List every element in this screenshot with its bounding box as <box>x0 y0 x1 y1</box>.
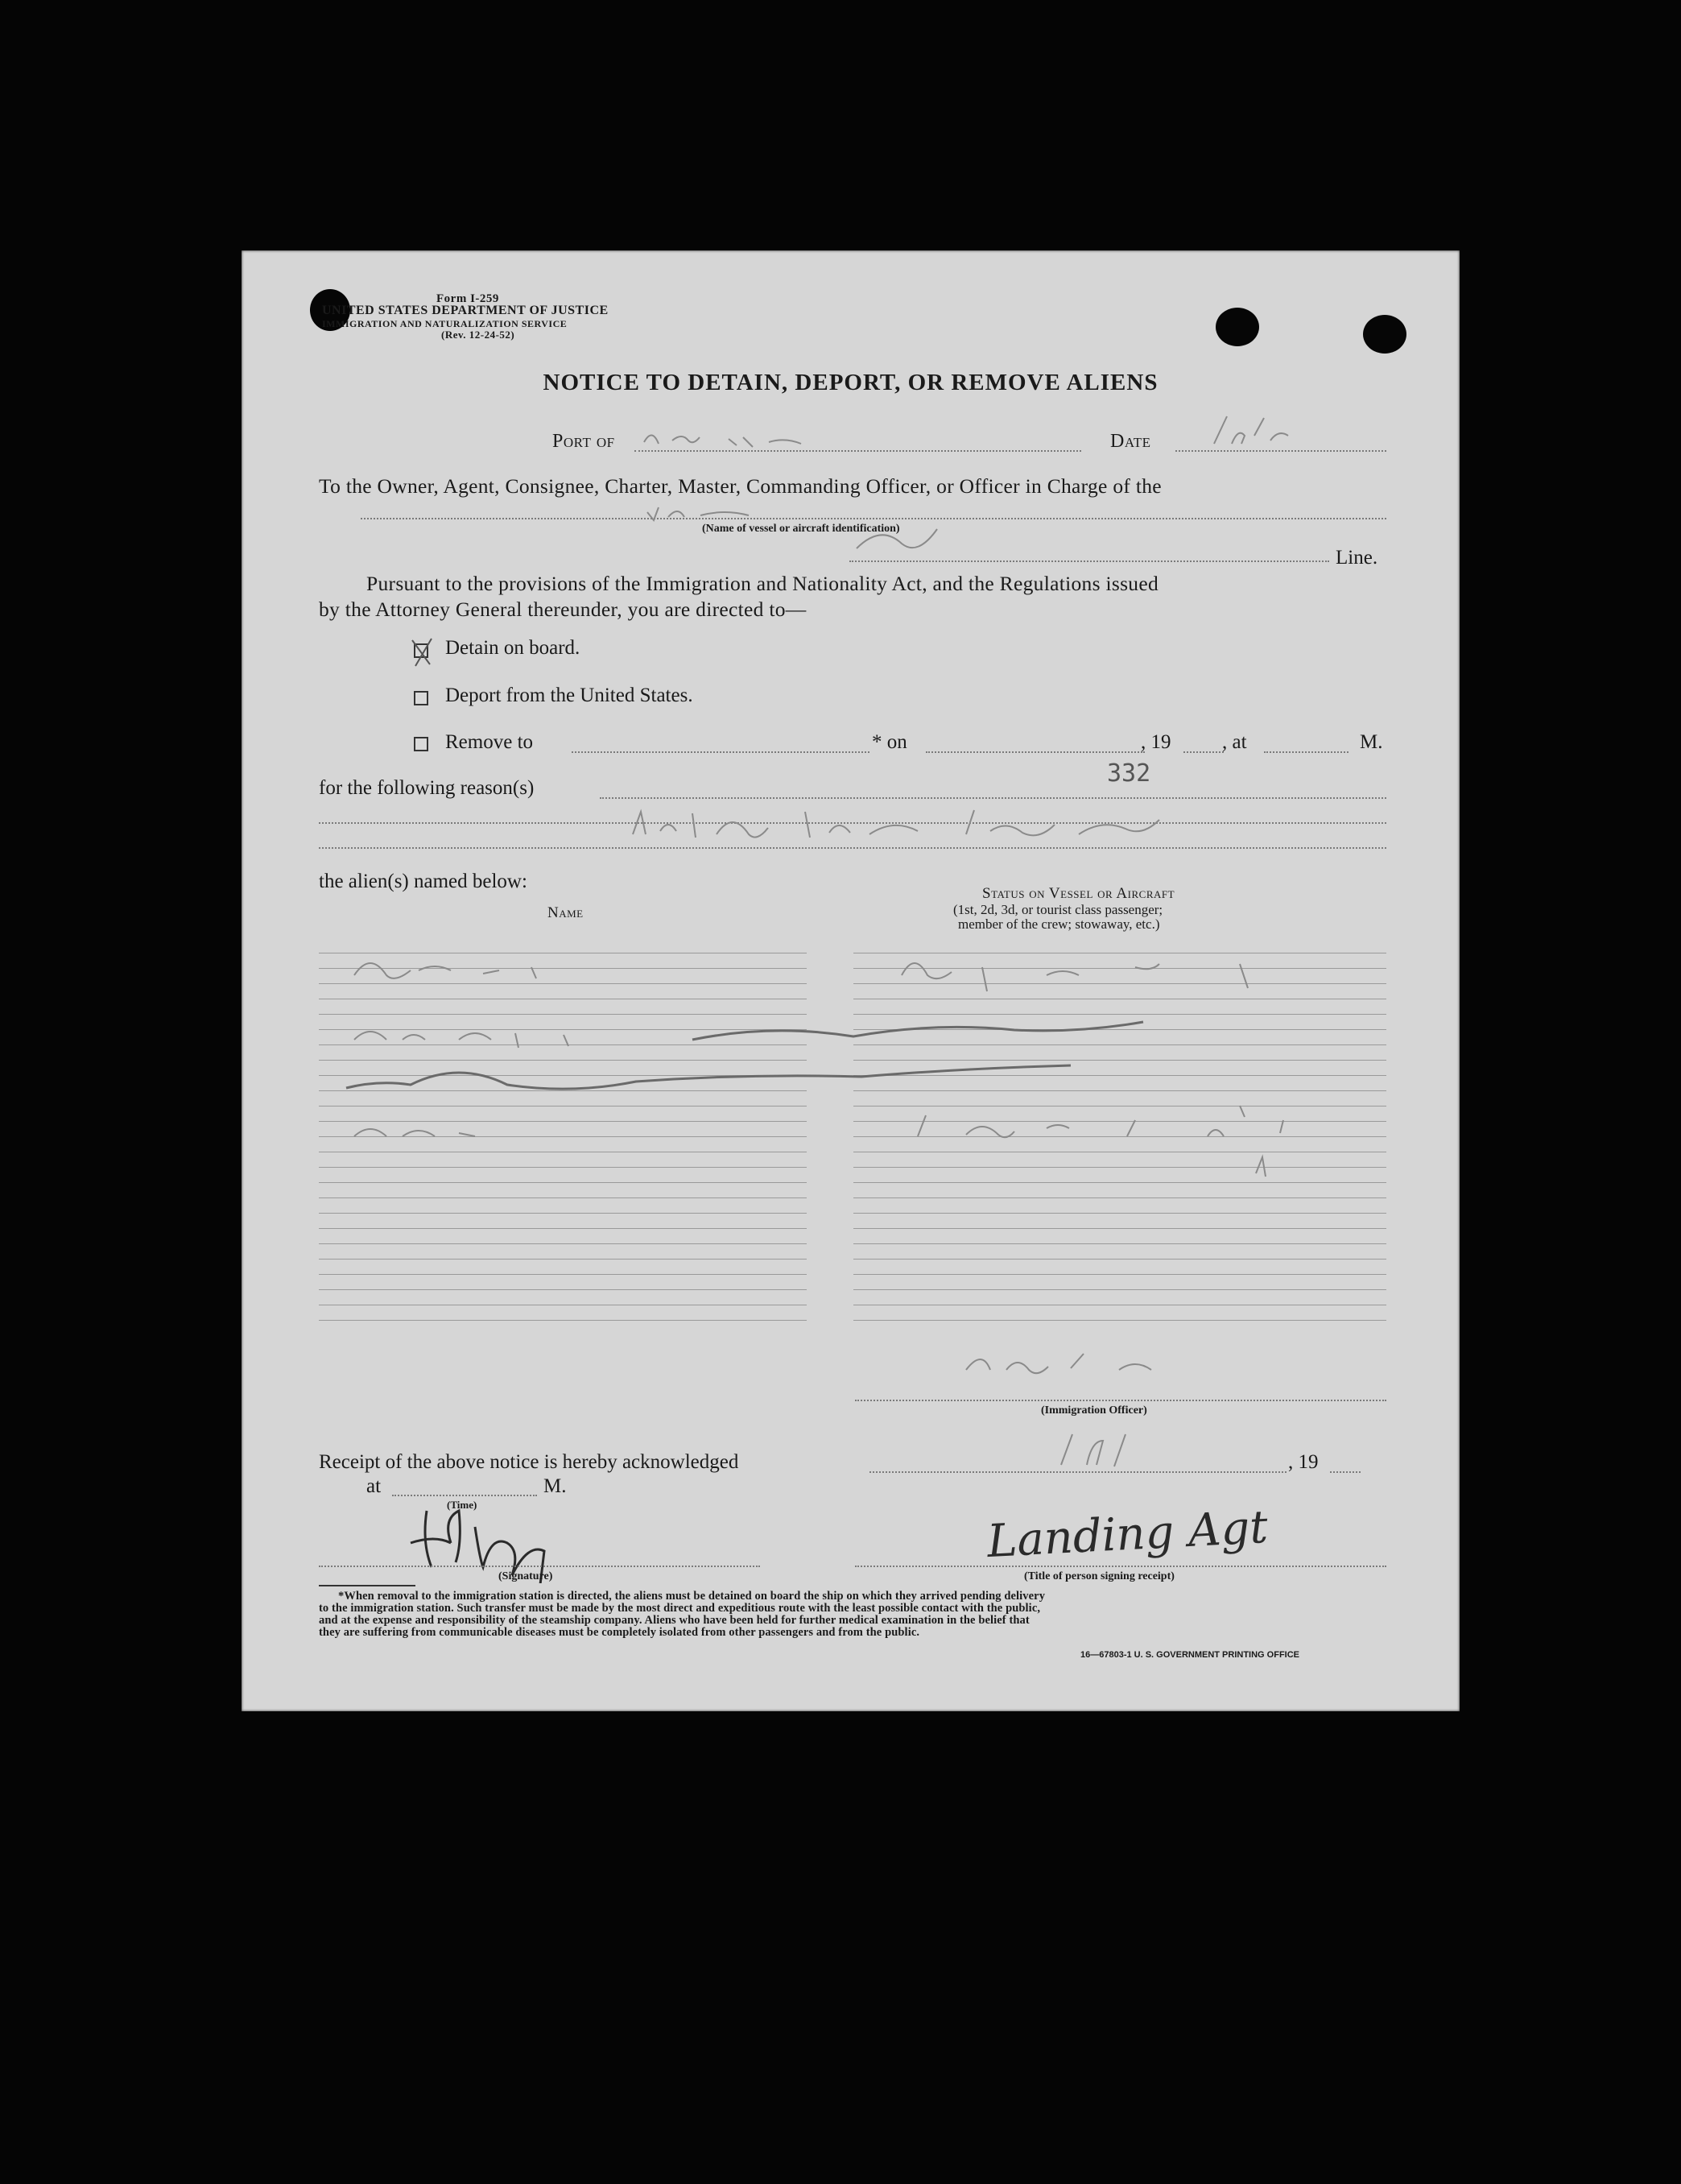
pursuant-text-1: Pursuant to the provisions of the Immigration and Nationality Act, and the Regulations issued <box>366 572 1159 595</box>
line-handwriting <box>853 524 950 556</box>
remove-at-label: , at <box>1222 731 1247 753</box>
status-row[interactable] <box>853 1320 1386 1321</box>
receipt-year-label: , 19 <box>1288 1451 1319 1473</box>
name-row[interactable] <box>319 1289 807 1290</box>
reason-line-3[interactable] <box>319 847 1386 849</box>
remove-date-field[interactable] <box>926 751 1145 753</box>
receipt-date-field[interactable] <box>869 1471 1287 1473</box>
remove-year-field[interactable] <box>1183 751 1224 753</box>
time-caption: (Time) <box>447 1499 477 1511</box>
status-row[interactable] <box>853 1274 1386 1275</box>
detain-option: Detain on board. <box>445 637 580 659</box>
name-row[interactable] <box>319 1243 807 1244</box>
remove-on-label: * on <box>872 731 907 753</box>
receipt-text: Receipt of the above notice is hereby acknowledged <box>319 1451 739 1473</box>
status-row[interactable] <box>853 1243 1386 1244</box>
receipt-year-field[interactable] <box>1330 1471 1361 1473</box>
date-handwriting <box>1208 412 1304 449</box>
vessel-field[interactable] <box>361 518 1386 519</box>
name-row[interactable] <box>319 1274 807 1275</box>
receipt-m-label: M. <box>543 1475 567 1497</box>
title-caption: (Title of person signing receipt) <box>1024 1570 1175 1582</box>
remove-m-label: M. <box>1360 731 1383 753</box>
footnote-line-3: and at the expense and responsibility of the steamship company. Aliens who have been held for further medical examination in the belief that <box>319 1614 1030 1627</box>
reason-handwriting <box>628 802 1175 847</box>
footnote-line-2: to the immigration station. Such transfer must be made by the most direct and expeditious route with the least possible contact with the public, <box>319 1602 1041 1615</box>
reason-label: for the following reason(s) <box>319 777 535 799</box>
deport-option: Deport from the United States. <box>445 685 693 706</box>
deport-checkbox[interactable] <box>414 691 428 705</box>
footnote-line-1: *When removal to the immigration station is directed, the aliens must be detained on board the ship on which they arrived pending delivery <box>338 1590 1046 1603</box>
at-label: at <box>366 1475 382 1497</box>
vessel-caption: (Name of vessel or aircraft identification) <box>702 523 900 535</box>
signed-title-handwriting: Landing Agt <box>985 1500 1270 1569</box>
name-row[interactable] <box>319 1320 807 1321</box>
status-column-header: Status on Vessel or Aircraft <box>982 885 1175 902</box>
form-number: Form I-259 <box>436 292 499 305</box>
immigration-officer-signature-line[interactable] <box>855 1400 1386 1401</box>
to-line: To the Owner, Agent, Consignee, Charter, Master, Commanding Officer, or Officer in Charge of the <box>319 474 1162 498</box>
date-field[interactable] <box>1175 450 1386 452</box>
remove-time-field[interactable] <box>1264 751 1349 753</box>
status-row[interactable] <box>853 1289 1386 1290</box>
form-title: NOTICE TO DETAIN, DEPORT, OR REMOVE ALIENS <box>543 370 1159 395</box>
punch-hole-right-2 <box>1363 315 1406 354</box>
line-label: Line. <box>1336 547 1378 569</box>
alien-entries-handwriting <box>322 935 1393 1241</box>
date-label: Date <box>1110 431 1151 452</box>
form-sheet <box>242 250 1460 1711</box>
line-field[interactable] <box>849 560 1329 562</box>
department-name: UNITED STATES DEPARTMENT OF JUSTICE <box>322 304 609 317</box>
revision-date: (Rev. 12-24-52) <box>441 329 515 341</box>
title-signing-line[interactable] <box>855 1566 1386 1567</box>
port-label: Port of <box>552 431 615 452</box>
immigration-officer-caption: (Immigration Officer) <box>1041 1404 1147 1417</box>
remove-destination-field[interactable] <box>572 751 869 753</box>
footnote-line-4: they are suffering from communicable diseases must be completely isolated from other passengers and from the public. <box>319 1626 920 1639</box>
aliens-label: the alien(s) named below: <box>319 871 527 892</box>
remove-year-label: , 19 <box>1141 731 1171 753</box>
service-name: IMMIGRATION AND NATURALIZATION SERVICE <box>322 318 568 329</box>
footnote-rule <box>319 1585 415 1586</box>
status-row[interactable] <box>853 1259 1386 1260</box>
name-column-header: Name <box>547 904 584 921</box>
name-row[interactable] <box>319 1259 807 1260</box>
status-subheader-1: (1st, 2d, 3d, or tourist class passenger; <box>953 902 1163 917</box>
pursuant-text-2: by the Attorney General thereunder, you are directed to— <box>319 598 807 621</box>
port-handwriting <box>640 423 849 450</box>
receipt-date-handwriting <box>1055 1428 1143 1471</box>
detain-check-mark <box>407 634 440 669</box>
status-subheader-2: member of the crew; stowaway, etc.) <box>958 916 1160 932</box>
reason-line-1[interactable] <box>600 797 1386 799</box>
reason-number-stamp: 332 <box>1107 759 1151 788</box>
remove-option: Remove to <box>445 731 534 753</box>
punch-hole-right-1 <box>1216 308 1259 346</box>
officer-signature-handwriting <box>958 1346 1200 1378</box>
receiver-signature-line[interactable] <box>319 1566 760 1567</box>
remove-checkbox[interactable] <box>414 737 428 751</box>
printer-imprint: 16—67803-1 U. S. GOVERNMENT PRINTING OFFICE <box>1080 1650 1300 1660</box>
port-field[interactable] <box>634 450 1081 452</box>
vessel-handwriting <box>644 496 853 523</box>
signature-caption: (Signature) <box>498 1570 553 1582</box>
